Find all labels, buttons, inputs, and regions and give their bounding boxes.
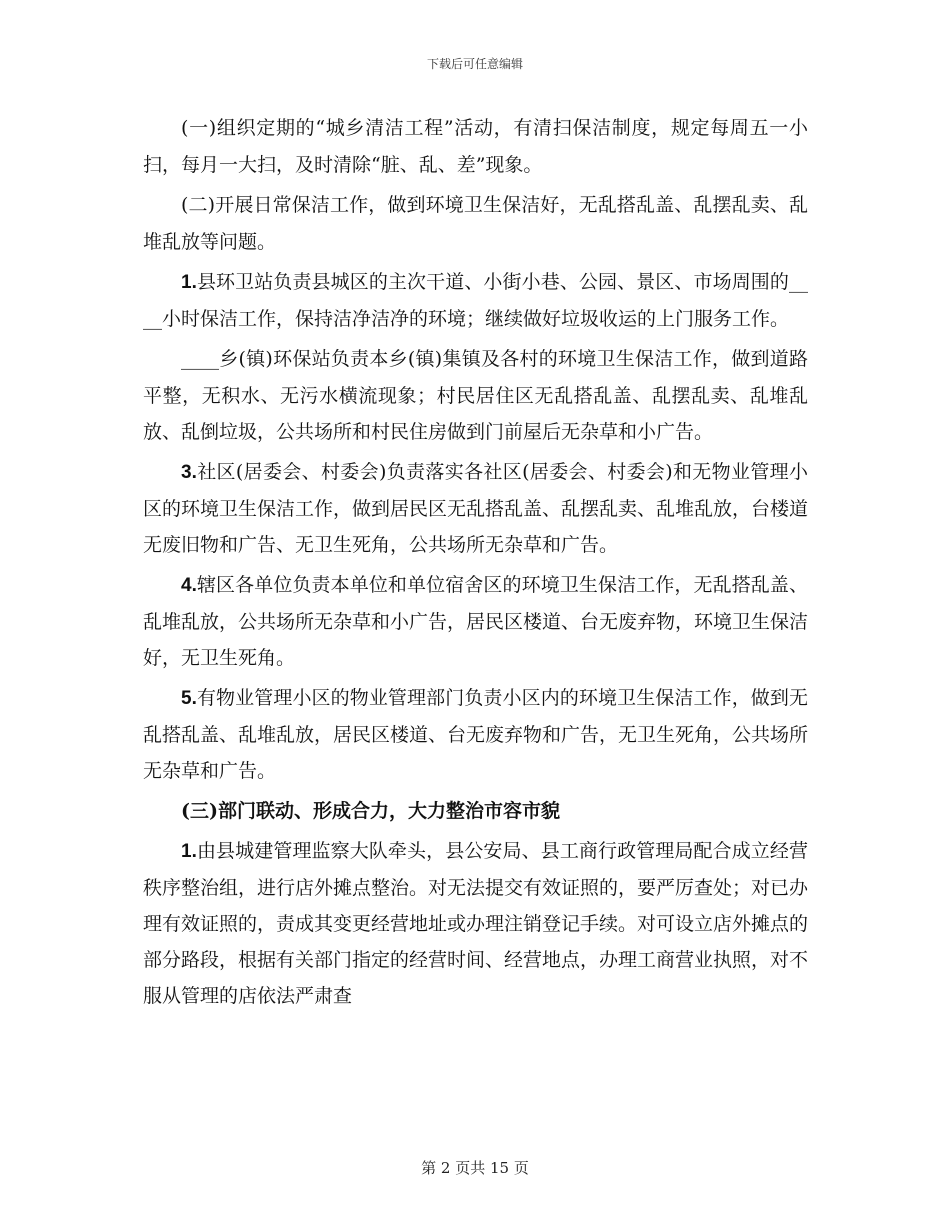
paragraph-text: 由县城建管理监察大队牵头，县公安局、县工商行政管理局配合成立经营秩序整治组，进行店外摊点整治。对无法提交有效证照的，要严厉查处；对已办理有效证照的，责成其变更经营地址或办理注销登记手续。对可设立店外摊点的部分路段，根据有关部门指定的经营时间、经营地点，办理工商营业执照，对不服从管理的店依法严肃查 [143, 840, 809, 1007]
paragraph-number: 5. [181, 688, 197, 709]
paragraph-6 [143, 567, 808, 676]
paragraph-text: 有物业管理小区的物业管理部门负责小区内的环境卫生保洁工作，做到无乱搭乱盖、乱堆乱放，居民区楼道、台无废弃物和广告，无卫生死角，公共场所无杂草和广告。 [143, 687, 809, 782]
paragraph-1 [143, 110, 808, 183]
paragraph-number: 4. [181, 575, 197, 596]
section-heading: (三)部门联动、形成合力，大力整治市容市貌 [181, 800, 560, 822]
paragraph-text: 县环卫站负责县城区的主次干道、小街小巷、公园、景区、市场周围的____小时保洁工作，保持洁净洁净的环境；继续做好垃圾收运的上门服务工作。 [143, 271, 808, 330]
paragraph-number: 1. [181, 841, 197, 862]
paragraph-text: ____乡(镇)环保站负责本乡(镇)集镇及各村的环境卫生保洁工作，做到道路平整，无积水、无污水横流现象；村民居住区无乱搭乱盖、乱摆乱卖、乱堆乱放、乱倒垃圾，公共场所和村民住房做到门前屋后无杂草和小广告。 [143, 348, 808, 443]
paragraph-8 [143, 833, 808, 1014]
paragraph-number: 3. [181, 462, 197, 483]
paragraph-text: (二)开展日常保洁工作，做到环境卫生保洁好，无乱搭乱盖、乱摆乱卖、乱堆乱放等问题。 [143, 194, 808, 253]
paragraph-5 [143, 454, 808, 563]
paragraph-4 [143, 341, 808, 450]
document-body [143, 110, 808, 1018]
paragraph-3 [143, 264, 808, 337]
paragraph-text: 辖区各单位负责本单位和单位宿舍区的环境卫生保洁工作，无乱搭乱盖、乱堆乱放，公共场所无杂草和小广告，居民区楼道、台无废弃物，环境卫生保洁好，无卫生死角。 [143, 574, 809, 669]
paragraph-7 [143, 680, 808, 789]
paragraph-2 [143, 187, 808, 260]
page-header-note: 下载后可任意编辑 [426, 57, 523, 71]
paragraph-number: 1. [181, 272, 197, 293]
page-number-footer: 第 2 页共 15 页 [421, 1159, 529, 1177]
paragraph-text: (一)组织定期的“城乡清洁工程”活动，有清扫保洁制度，规定每周五一小扫，每月一大扫，及时清除“脏、乱、差”现象。 [143, 117, 808, 176]
paragraph-text: 社区(居委会、村委会)负责落实各社区(居委会、村委会)和无物业管理小区的环境卫生保洁工作，做到居民区无乱搭乱盖、乱摆乱卖、乱堆乱放，台楼道无废旧物和广告、无卫生死角，公共场所无杂草和广告。 [143, 461, 809, 556]
